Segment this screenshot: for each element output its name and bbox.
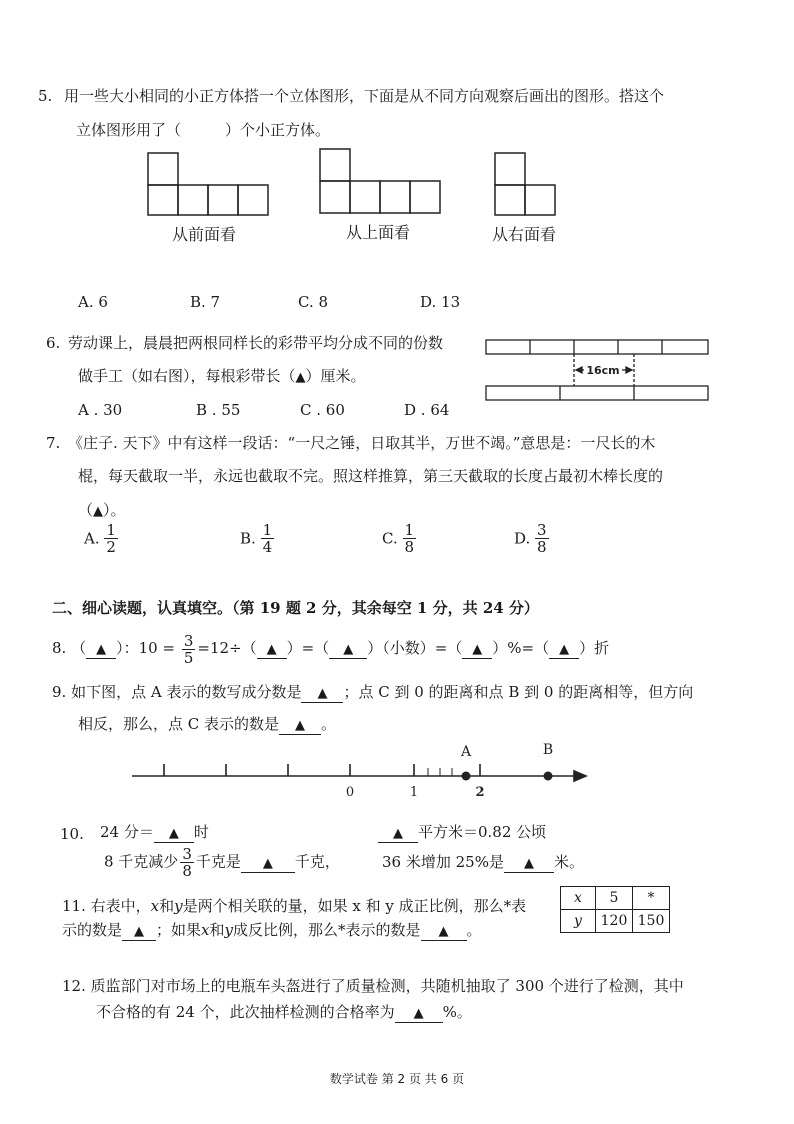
q7-option-d: D. $\frac{3}{8}$ xyxy=(514,521,547,556)
q10-blank-2[interactable]: ▲ xyxy=(378,826,418,843)
q9-blank-2[interactable]: ▲ xyxy=(279,718,321,735)
q11-blank-2[interactable]: ▲ xyxy=(421,924,467,941)
q9-blank-1[interactable]: ▲ xyxy=(301,686,343,703)
q10-number: 10. xyxy=(60,825,84,843)
q6-number: 6. xyxy=(46,334,61,352)
q5-option-a: A. 6 xyxy=(78,293,108,311)
q7-line3: （▲）。 xyxy=(78,501,126,519)
tick-label-2: 2 xyxy=(475,785,485,800)
q5-option-b: B. 7 xyxy=(190,293,221,311)
tick-label-1: 1 xyxy=(409,785,419,800)
q10-item-b: ▲ 平方米＝0.82 公顷 xyxy=(378,822,546,843)
q7-line1: 《庄子. 天下》中有这样一段话：“一尺之锤，日取其半，万世不竭。”意思是：一尺长的木 xyxy=(68,434,656,452)
q10-blank-4[interactable]: ▲ xyxy=(504,856,554,873)
q8-blank-2[interactable]: ▲ xyxy=(257,642,287,659)
q8-line: 8. （ ▲ ）：10 = $\frac{3}{5}$ =12÷（ ▲ ）=（ ▲ ）（小数）=（ ▲ ）%=（ ▲ ）折 xyxy=(52,631,610,667)
q8-blank-4[interactable]: ▲ xyxy=(462,642,492,659)
table-row: x 5 * xyxy=(561,887,670,910)
q9-line2: 相反，那么，点 C 表示的数是 ▲ 。 xyxy=(78,715,337,733)
q7-option-c: C. $\frac{1}{8}$ xyxy=(382,521,415,556)
q9-line1: 9. 如下图，点 A 表示的数写成分数是 ▲ ；点 C 到 0 的距离和点 B 到 0 的距离相等，但方向 xyxy=(52,683,694,701)
q11-line2: 示的数是 ▲ ；如果x和y成反比例，那么*表示的数是 ▲ 。 xyxy=(62,921,482,939)
q5-option-c: C. 8 xyxy=(298,293,329,311)
q5-views-figure xyxy=(140,145,700,220)
q6-ribbon-figure xyxy=(484,336,714,408)
q10-blank-1[interactable]: ▲ xyxy=(154,826,194,843)
q11-blank-1[interactable]: ▲ xyxy=(122,924,156,941)
q10-blank-3[interactable]: ▲ xyxy=(241,856,295,873)
section-2-heading: 二、细心读题，认真填空。（第 19 题 2 分，其余每空 1 分，共 24 分） xyxy=(52,599,539,617)
q10-item-c: 8 千克减少 $\frac{3}{8}$ 千克是 ▲ 千克， xyxy=(104,845,340,880)
q9-number-line xyxy=(128,740,598,804)
q11-xy-table xyxy=(560,886,670,933)
q5-option-d: D. 13 xyxy=(420,293,461,311)
q10-item-a: 24 分＝ ▲ 时 xyxy=(100,823,209,841)
triangle-icon: ▲ xyxy=(295,370,306,385)
point-b-label: B xyxy=(542,742,554,758)
triangle-icon: ▲ xyxy=(93,504,104,519)
q6-line2: 做手工（如右图），每根彩带长（▲）厘米。 xyxy=(78,367,366,385)
q8-blank-5[interactable]: ▲ xyxy=(549,642,579,659)
tick-label-0: 0 xyxy=(345,785,355,800)
q5-number: 5. xyxy=(38,87,53,105)
q6-line1: 劳动课上，晨晨把两根同样长的彩带平均分成不同的份数 xyxy=(68,334,444,352)
q5-line2: 立体图形用了（ ）个小正方体。 xyxy=(76,121,331,139)
q11-line1: 11. 右表中，x和y是两个相关联的量，如果 x 和 y 成正比例，那么*表 xyxy=(62,897,527,915)
q6-option-a: A . 30 xyxy=(78,401,123,419)
q5-line1: 用一些大小相同的小正方体搭一个立体图形，下面是从不同方向观察后画出的图形。搭这个 xyxy=(64,87,665,105)
q7-line2: 棍，每天截取一半，永远也截取不完。照这样推算，第三天截取的长度占最初木棒长度的 xyxy=(78,467,664,485)
q6-ribbon-label: 16cm xyxy=(586,364,620,377)
q5-view-front-label: 从前面看 xyxy=(172,225,237,244)
q12-line1: 12. 质监部门对市场上的电瓶车头盔进行了质量检测，共随机抽取了 300 个进行了检测，其中 xyxy=(62,977,684,995)
q7-option-b: B. $\frac{1}{4}$ xyxy=(240,521,273,556)
q6-option-d: D . 64 xyxy=(404,401,450,419)
q12-blank-1[interactable]: ▲ xyxy=(395,1006,443,1023)
point-a-label: A xyxy=(460,744,472,760)
q8-blank-1[interactable]: ▲ xyxy=(86,642,116,659)
q5-view-right-label: 从右面看 xyxy=(492,225,557,244)
q7-number: 7. xyxy=(46,434,61,452)
q12-line2: 不合格的有 24 个，此次抽样检测的合格率为 ▲ %。 xyxy=(96,1003,472,1021)
q7-option-a: A. $\frac{1}{2}$ xyxy=(84,521,116,556)
q6-option-c: C . 60 xyxy=(300,401,345,419)
page-footer: 数学试卷 第 2 页 共 6 页 xyxy=(329,1072,465,1086)
table-row: y 120 150 xyxy=(561,910,670,933)
q8-blank-3[interactable]: ▲ xyxy=(329,642,367,659)
q5-view-top-label: 从上面看 xyxy=(346,223,411,242)
q10-item-d: 36 米增加 25%是 ▲ 米。 xyxy=(382,853,584,871)
q6-option-b: B . 55 xyxy=(196,401,241,419)
